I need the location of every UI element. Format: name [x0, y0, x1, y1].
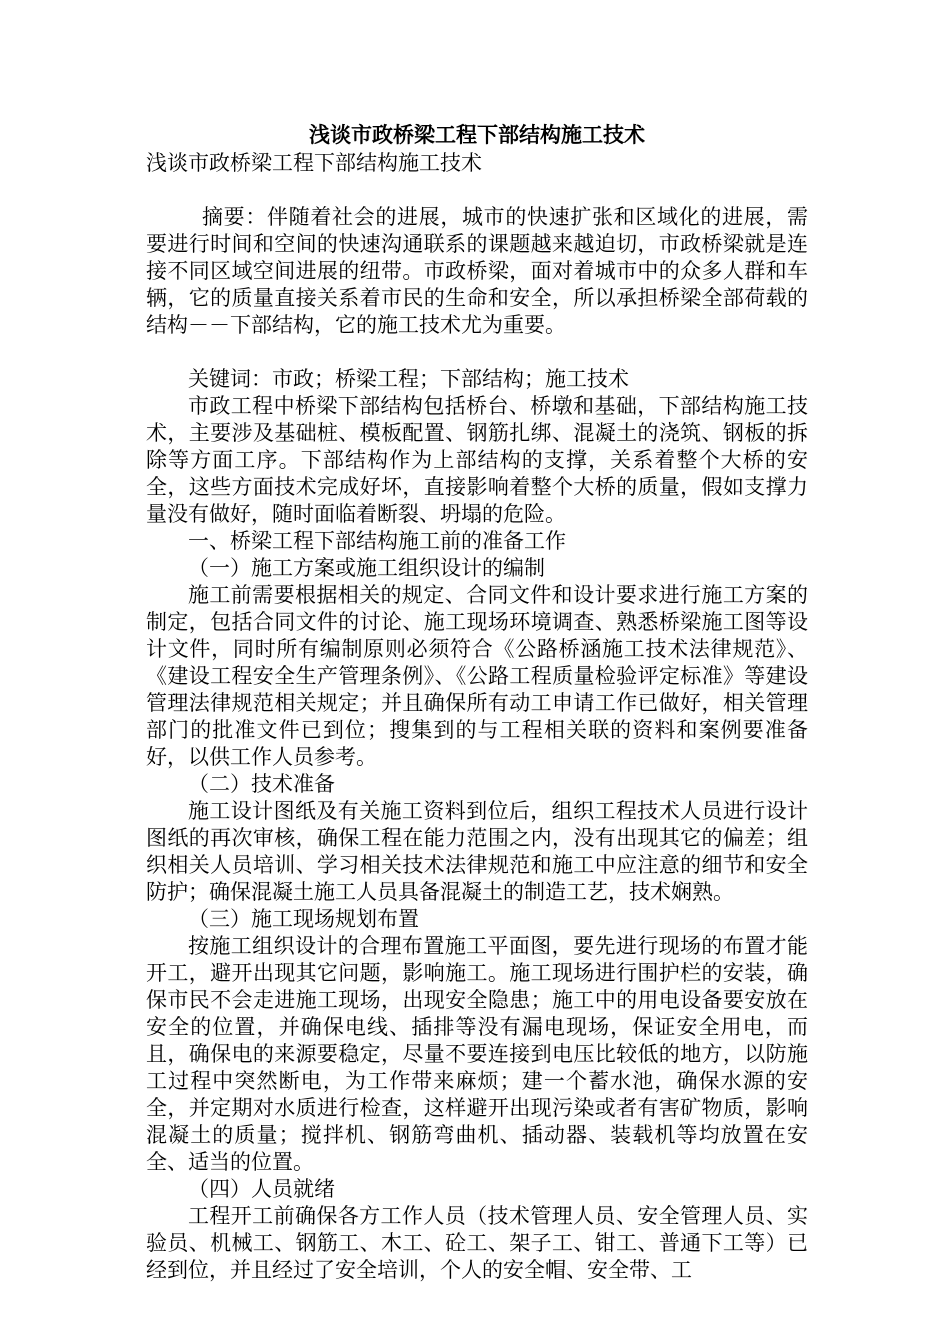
subsection-heading-2: （二）技术准备 — [188, 772, 335, 796]
blank-line — [146, 339, 808, 366]
subsection-paragraph-1: 施工前需要根据相关的规定、合同文件和设计要求进行施工方案的制定，包括合同文件的讨论、施工现场环境调查、熟悉桥梁施工图等设计文件，同时所有编制原则必须符合《公路桥涵施工技术法律规范》、《建设工程安全生产管理条例》、《公路工程质量检验评定标准》等建设管理法律规范相关规定；并且确保所有动工申请工作已做好，相关管理部门的批准文件已到位；搜集到的与工程相关联的资料和案例要准备好，以供工作人员参考。 — [146, 583, 808, 769]
section-heading-1: 一、桥梁工程下部结构施工前的准备工作 — [188, 529, 566, 553]
blank-line — [146, 177, 808, 204]
subsection-heading-3: （三）施工现场规划布置 — [188, 907, 419, 931]
subsection-heading-4: （四）人员就绪 — [188, 1177, 335, 1201]
document-subtitle: 浅谈市政桥梁工程下部结构施工技术 — [146, 151, 482, 175]
subsection-heading-1: （一）施工方案或施工组织设计的编制 — [188, 556, 545, 580]
intro-paragraph: 市政工程中桥梁下部结构包括桥台、桥墩和基础，下部结构施工技术，主要涉及基础桩、模板配置、钢筋扎绑、混凝土的浇筑、钢板的拆除等方面工序。下部结构作为上部结构的支撑，关系着整个大桥的安全，这些方面技术完成好坏，直接影响着整个大桥的质量，假如支撑力量没有做好，随时面临着断裂、坍塌的危险。 — [146, 394, 808, 526]
document-page — [146, 120, 808, 1284]
subsection-paragraph-2: 施工设计图纸及有关施工资料到位后，组织工程技术人员进行设计图纸的再次审核，确保工程在能力范围之内，没有出现其它的偏差；组织相关人员培训、学习相关技术法律规范和施工中应注意的细节和安全防护；确保混凝土施工人员具备混凝土的制造工艺，技术娴熟。 — [146, 799, 808, 904]
document-title: 浅谈市政桥梁工程下部结构施工技术 — [309, 122, 645, 147]
subsection-paragraph-4: 工程开工前确保各方工作人员（技术管理人员、安全管理人员、实验员、机械工、钢筋工、木工、砼工、架子工、钳工、普通下工等）已经到位，并且经过了安全培训，个人的安全帽、安全带、工 — [146, 1204, 808, 1282]
keywords-line: 关键词：市政；桥梁工程；下部结构；施工技术 — [188, 367, 629, 391]
subsection-paragraph-3: 按施工组织设计的合理布置施工平面图，要先进行现场的布置才能开工，避开出现其它问题，影响施工。施工现场进行围护栏的安装，确保市民不会走进施工现场，出现安全隐患；施工中的用电设备要安放在安全的位置，并确保电线、插排等没有漏电现场，保证安全用电，而且，确保电的来源要稳定，尽量不要连接到电压比较低的地方，以防施工过程中突然断电，为工作带来麻烦；建一个蓄水池，确保水源的安全，并定期对水质进行检查，这样避开出现污染或者有害矿物质，影响混凝土的质量；搅拌机、钢筋弯曲机、插动器、装载机等均放置在安全、适当的位置。 — [146, 934, 808, 1174]
abstract-paragraph: 摘要：伴随着社会的进展，城市的快速扩张和区域化的进展，需要进行时间和空间的快速沟通联系的课题越来越迫切，市政桥梁就是连接不同区域空间进展的纽带。市政桥梁，面对着城市中的众多人群和车辆，它的质量直接关系着市民的生命和安全，所以承担桥梁全部荷载的结构－－下部结构，它的施工技术尤为重要。 — [146, 205, 808, 337]
